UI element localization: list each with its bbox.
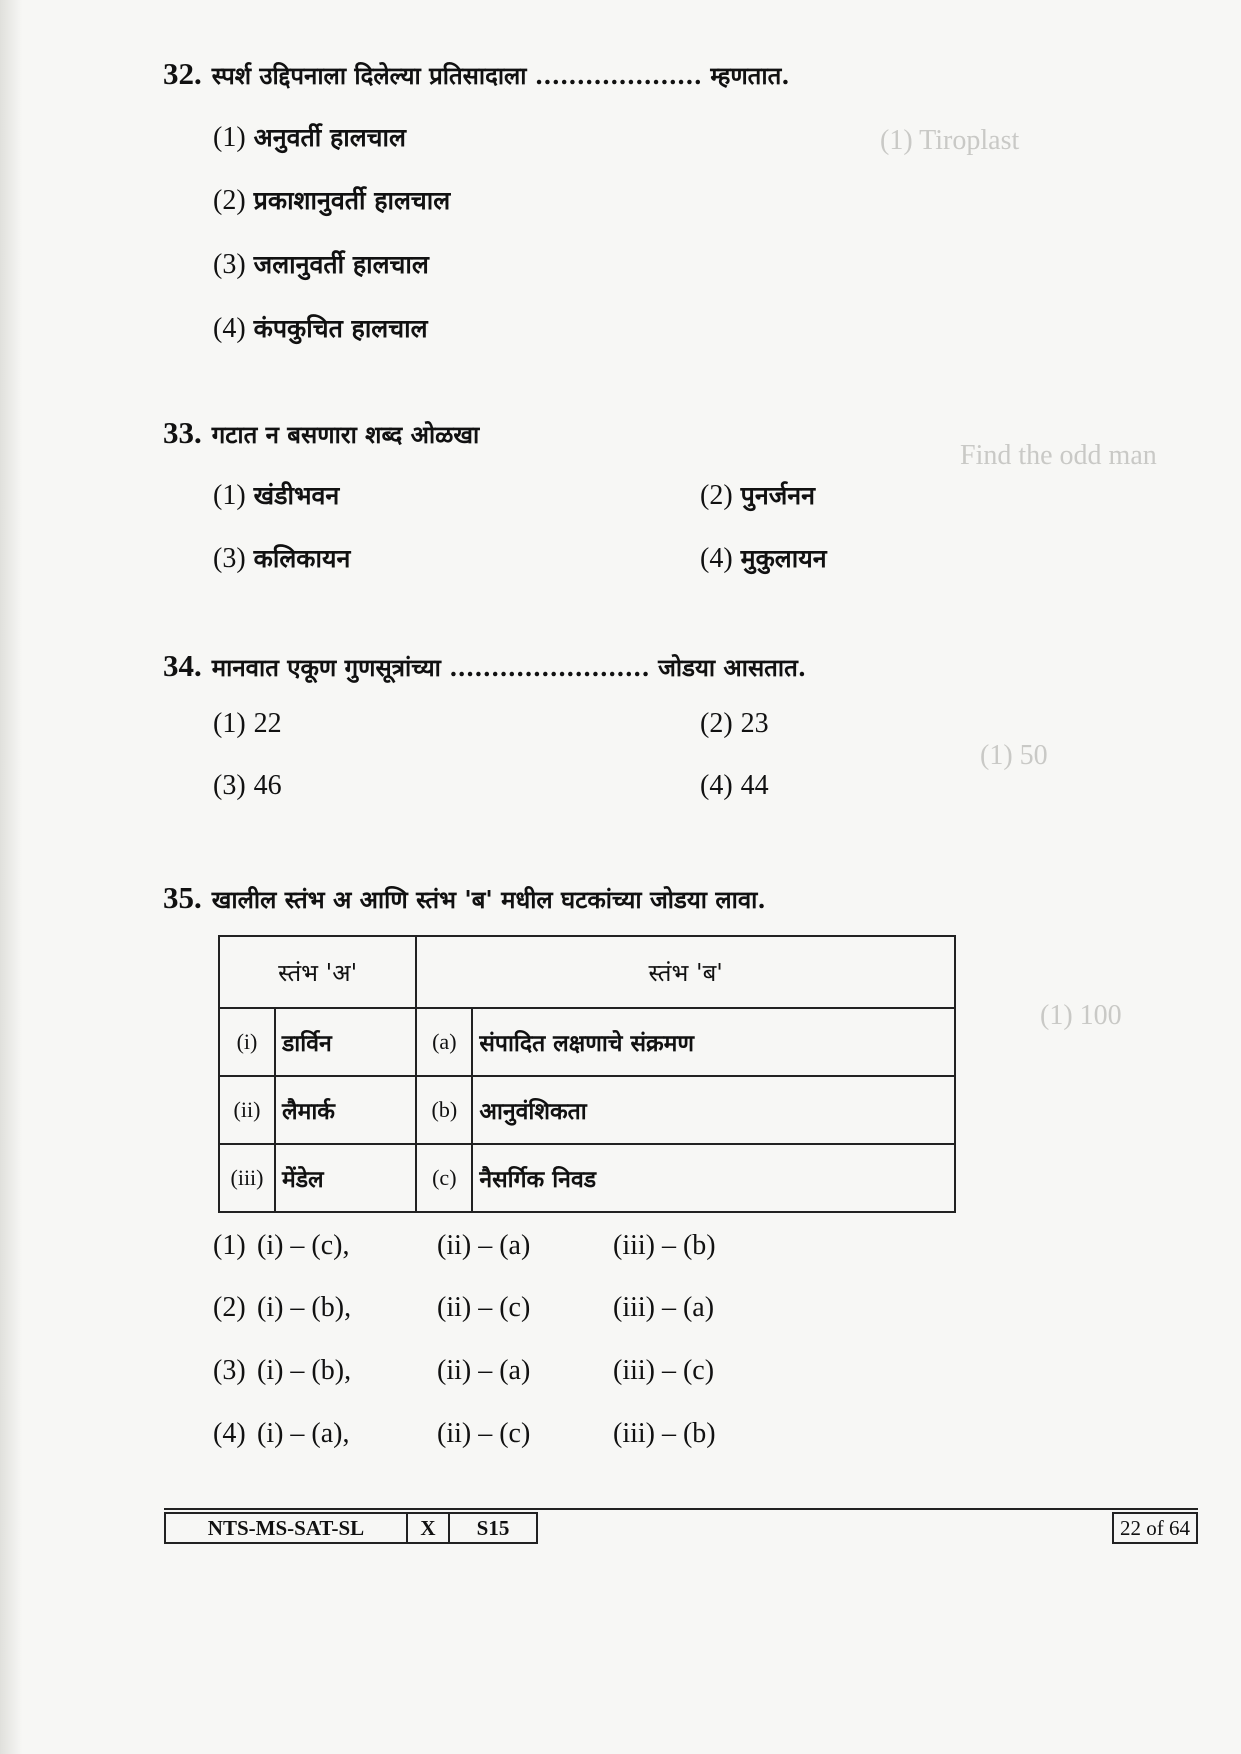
option-pair-1: (i) – (b), xyxy=(257,1292,352,1323)
column-a-cell: लैमार्क xyxy=(275,1076,416,1144)
question-35 xyxy=(163,880,766,916)
question-number: 34. xyxy=(163,648,202,683)
page-footer xyxy=(164,1508,1198,1542)
match-table xyxy=(218,935,956,1213)
q33-option-4 xyxy=(700,541,827,575)
option-text: 23 xyxy=(740,708,769,739)
q32-option-3 xyxy=(213,247,429,281)
option-text: खंडीभवन xyxy=(253,481,340,510)
question-text: गटात न बसणारा शब्द ओळखा xyxy=(211,420,480,449)
option-pair-1: (i) – (b), xyxy=(257,1355,352,1386)
row-index-b: (a) xyxy=(416,1008,472,1076)
set-label: S15 xyxy=(448,1512,538,1544)
option-text: पुनर्जनन xyxy=(740,481,816,510)
option-text: कंपकुचित हालचाल xyxy=(253,314,428,343)
option-text: 22 xyxy=(253,708,282,739)
question-text: खालील स्तंभ अ आणि स्तंभ 'ब' मधील घटकांच्या जोडया लावा. xyxy=(211,885,766,914)
q34-option-1 xyxy=(213,708,282,740)
bleed-through-text: (1) Tiroplast xyxy=(880,125,1020,156)
column-b-cell: संपादित लक्षणाचे संक्रमण xyxy=(472,1008,955,1076)
table-header-row xyxy=(219,936,955,1008)
class-label: X xyxy=(406,1512,450,1544)
page-number: 22 of 64 xyxy=(1112,1512,1198,1544)
option-pair-2: (ii) – (c) xyxy=(437,1292,531,1323)
q32-option-2 xyxy=(213,183,450,217)
option-pair-2: (ii) – (c) xyxy=(437,1418,531,1449)
bleed-through-text: Find the odd man xyxy=(960,440,1157,471)
option-pair-1: (i) – (a), xyxy=(257,1418,350,1449)
option-pair-3: (iii) – (c) xyxy=(613,1355,715,1386)
option-number: (4) xyxy=(213,313,246,344)
option-text: अनुवर्ती हालचाल xyxy=(253,123,406,152)
row-index-a: (i) xyxy=(219,1008,275,1076)
row-index-a: (ii) xyxy=(219,1076,275,1144)
table-row xyxy=(219,1144,955,1212)
row-index-b: (c) xyxy=(416,1144,472,1212)
option-text: 46 xyxy=(253,770,282,801)
option-number: (3) xyxy=(213,1355,246,1386)
option-number: (2) xyxy=(700,480,733,511)
option-text: 44 xyxy=(740,770,769,801)
option-number: (3) xyxy=(213,249,246,280)
footer-rule xyxy=(164,1508,1198,1510)
row-index-a: (iii) xyxy=(219,1144,275,1212)
bleed-through-text: (1) 100 xyxy=(1040,1000,1122,1031)
option-number: (3) xyxy=(213,543,246,574)
option-number: (2) xyxy=(213,1292,246,1323)
option-number: (4) xyxy=(700,543,733,574)
column-b-cell: आनुवंशिकता xyxy=(472,1076,955,1144)
option-pair-2: (ii) – (a) xyxy=(437,1230,531,1261)
column-a-cell: डार्विन xyxy=(275,1008,416,1076)
option-pair-3: (iii) – (a) xyxy=(613,1292,715,1323)
option-number: (4) xyxy=(213,1418,246,1449)
option-text: प्रकाशानुवर्ती हालचाल xyxy=(253,186,451,215)
question-34 xyxy=(163,648,806,684)
option-number: (1) xyxy=(213,122,246,153)
q32-option-1 xyxy=(213,120,406,154)
table-row xyxy=(219,1076,955,1144)
q34-option-2 xyxy=(700,708,769,740)
q33-option-2 xyxy=(700,478,815,512)
option-number: (1) xyxy=(213,708,246,739)
q32-option-4 xyxy=(213,311,428,345)
option-pair-2: (ii) – (a) xyxy=(437,1355,531,1386)
scan-edge xyxy=(0,0,22,1754)
column-a-header: स्तंभ 'अ' xyxy=(219,936,416,1008)
q33-option-1 xyxy=(213,478,339,512)
question-text: स्पर्श उद्दिपनाला दिलेल्या प्रतिसादाला .................... म्हणतात. xyxy=(211,61,790,90)
option-text: मुकुलायन xyxy=(740,544,827,573)
question-33 xyxy=(163,415,479,451)
option-text: कलिकायन xyxy=(253,544,351,573)
paper-code: NTS-MS-SAT-SL xyxy=(164,1512,408,1544)
option-number: (3) xyxy=(213,770,246,801)
question-number: 32. xyxy=(163,56,202,91)
question-text: मानवात एकूण गुणसूत्रांच्या ........................ जोडया आसतात. xyxy=(211,653,807,682)
q33-option-3 xyxy=(213,541,350,575)
q34-option-3 xyxy=(213,770,282,802)
column-a-cell: मेंडेल xyxy=(275,1144,416,1212)
option-text: जलानुवर्ती हालचाल xyxy=(253,250,429,279)
option-pair-3: (iii) – (b) xyxy=(613,1418,716,1449)
option-pair-3: (iii) – (b) xyxy=(613,1230,716,1261)
option-pair-1: (i) – (c), xyxy=(257,1230,350,1261)
bleed-through-text: (1) 50 xyxy=(980,740,1048,771)
row-index-b: (b) xyxy=(416,1076,472,1144)
option-number: (2) xyxy=(700,708,733,739)
table-row xyxy=(219,1008,955,1076)
column-b-header: स्तंभ 'ब' xyxy=(416,936,955,1008)
column-b-cell: नैसर्गिक निवड xyxy=(472,1144,955,1212)
option-number: (1) xyxy=(213,1230,246,1261)
q34-option-4 xyxy=(700,770,769,802)
question-32 xyxy=(163,56,790,92)
option-number: (2) xyxy=(213,185,246,216)
question-number: 33. xyxy=(163,415,202,450)
option-number: (1) xyxy=(213,480,246,511)
option-number: (4) xyxy=(700,770,733,801)
question-number: 35. xyxy=(163,880,202,915)
